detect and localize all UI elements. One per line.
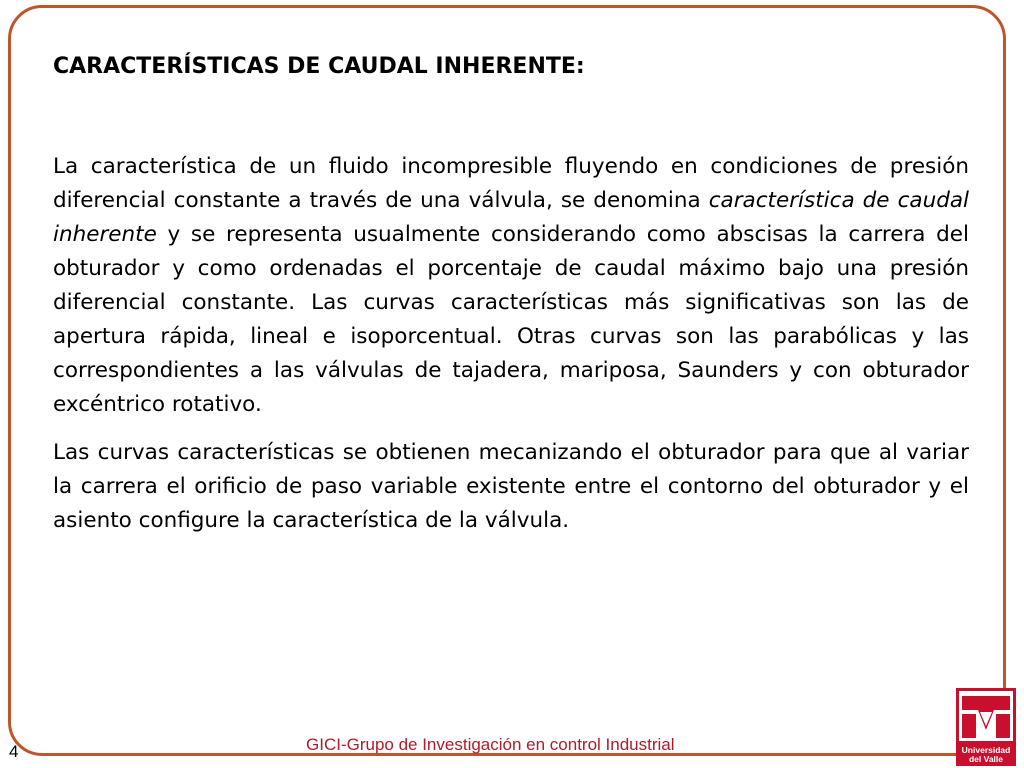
slide-body bbox=[53, 150, 969, 552]
paragraph-1-italic-term: característica de caudal inherente bbox=[53, 188, 969, 247]
footer-text: GICI-Grupo de Investigación en control Industrial bbox=[306, 735, 675, 754]
paragraph-2: Las curvas características se obtienen mecanizando el obturador para que al variar la carrera el orificio de paso variable existente entre el contorno del obturador y el asiento configure la característica de la válvula. bbox=[53, 440, 969, 533]
paragraph-1-part-2: y se representa usualmente considerando como abscisas la carrera del obturador y como ordenadas el porcentaje de caudal máximo bajo una presión diferencial constante. Las curvas características más significativas son las de apertura rápida, lineal e isoporcentual. Otras curvas son las parabólicas y las correspondientes a las válvulas de tajadera, mariposa, Saunders y con obturador excéntrico rotativo. bbox=[53, 222, 969, 417]
logo-emblem-icon bbox=[956, 688, 1016, 744]
paragraph-1-part-1: La característica de un fluido incompresible fluyendo en condiciones de presión diferencial constante a través de una válvula, se denomina bbox=[53, 154, 969, 213]
university-logo bbox=[956, 688, 1016, 766]
logo-text-line-2: del Valle bbox=[968, 754, 1004, 764]
logo-text-line-1: Universidad bbox=[961, 745, 1011, 755]
slide-title: CARACTERÍSTICAS DE CAUDAL INHERENTE: bbox=[53, 54, 585, 79]
page-number: 4 bbox=[9, 742, 19, 761]
paragraph-1 bbox=[53, 150, 969, 422]
